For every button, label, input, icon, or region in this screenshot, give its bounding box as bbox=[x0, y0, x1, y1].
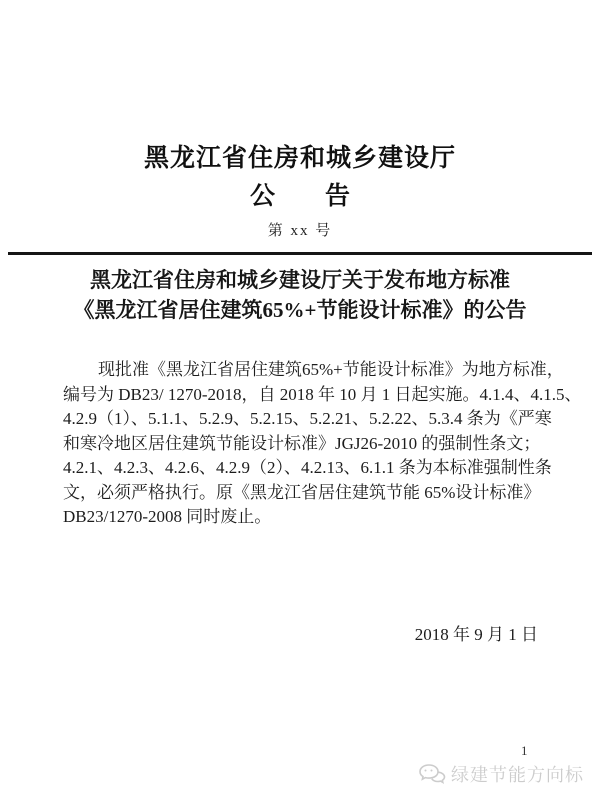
body-line: 文，必须严格执行。原《黑龙江省居住建筑节能 65%设计标准》 bbox=[63, 482, 541, 502]
page-number: 1 bbox=[521, 743, 528, 758]
watermark-text: 绿建节能方向标 bbox=[451, 765, 584, 785]
announcement-body bbox=[63, 358, 582, 530]
body-line: 编号为 DB23/ 1270-2018，自 2018 年 10 月 1 日起实施。4.1.4、4.1.5、 bbox=[63, 384, 582, 404]
issue-date: 2018 年 9 月 1 日 bbox=[414, 625, 538, 644]
horizontal-divider bbox=[8, 252, 592, 255]
doc-number: 第 xx 号 bbox=[267, 223, 333, 239]
chat-bubbles-icon bbox=[418, 763, 446, 785]
body-line: 现批准《黑龙江省居住建筑65%+节能设计标准》为地方标准， bbox=[98, 360, 564, 379]
announcement-title-line1: 黑龙江省住房和城乡建设厅关于发布地方标准 bbox=[90, 268, 510, 292]
body-line: 和寒冷地区居住建筑节能设计标准》JGJ26-2010 的强制性条文； bbox=[63, 433, 541, 453]
doc-type-heading: 公 告 bbox=[249, 183, 350, 210]
body-line: 4.2.1、4.2.3、4.2.6、4.2.9（2）、4.2.13、6.1.1 条为本标准强制性条 bbox=[63, 458, 552, 477]
body-line: 4.2.9（1）、5.1.1、5.2.9、5.2.15、5.2.21、5.2.22、5.3.4 条为《严寒 bbox=[63, 409, 552, 428]
announcement-title-line2: 《黑龙江省居住建筑65%+节能设计标准》的公告 bbox=[73, 298, 527, 322]
announcement-title bbox=[0, 265, 600, 325]
agency-title: 黑龙江省住房和城乡建设厅 bbox=[143, 145, 456, 172]
watermark bbox=[418, 761, 584, 787]
body-line: DB23/1270-2008 同时废止。 bbox=[63, 507, 272, 526]
